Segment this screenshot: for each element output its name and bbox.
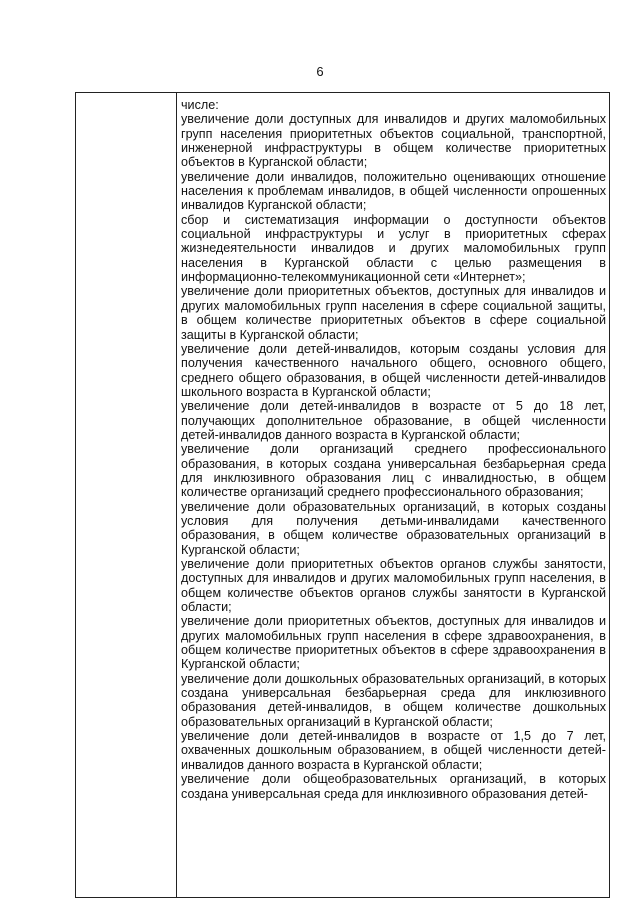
table-paragraph: числе: (181, 98, 219, 112)
table-paragraph: увеличение доли доступных для инвалидов и других маломобильных групп населения приоритетных объектов социальной, транспортной, инженерной инфраструктуры в общем количестве приоритетных объектов в Курганской области; (181, 112, 606, 170)
document-table (75, 92, 610, 898)
table-paragraph: увеличение доли инвалидов, положительно оценивающих отношение населения к проблемам инвалидов, в общей численности опрошенных инвалидов Курганской области; (181, 169, 606, 213)
table-paragraph: увеличение доли организаций среднего профессионального образования, в которых создана универсальная безбарьерная среда для инклюзивного образования лиц с инвалидностью, в общем количестве организаций среднего профессионального образования; (181, 442, 606, 500)
table-paragraph: увеличение доли общеобразовательных организаций, в которых создана универсальная среда для инклюзивного образования детей- (181, 772, 606, 801)
table-paragraph: увеличение доли детей-инвалидов в возрасте от 1,5 до 7 лет, охваченных дошкольным образованием, в общей численности детей-инвалидов данного возраста в Курганской области; (181, 729, 606, 772)
table-paragraph: увеличение доли детей-инвалидов в возрасте от 5 до 18 лет, получающих дополнительное образование, в общей численности детей-инвалидов данного возраста в Курганской области; (181, 399, 606, 442)
table-paragraph: увеличение доли приоритетных объектов органов службы занятости, доступных для инвалидов и других маломобильных групп населения, в общем количестве объектов органов службы занятости в Курганской области; (181, 557, 606, 615)
table-paragraph: увеличение доли образовательных организаций, в которых созданы условия для получения детьми-инвалидами качественного образования, в общем количестве образовательных организаций в Курганской области; (181, 499, 606, 557)
table-left-cell (76, 93, 177, 897)
page-number: 6 (316, 64, 324, 79)
table-right-cell (177, 93, 609, 897)
table-paragraph: увеличение доли приоритетных объектов, доступных для инвалидов и других маломобильных групп населения в сфере социальной защиты, в общем количестве приоритетных объектов в сфере социальной защиты в Курганской области; (181, 284, 606, 342)
table-paragraph: увеличение доли детей-инвалидов, которым созданы условия для получения качественного начального общего, основного общего, среднего общего образования, в общей численности детей-инвалидов школьного возраста в Курганской области; (181, 341, 606, 399)
table-paragraph: сбор и систематизация информации о доступности объектов социальной инфраструктуры и услуг в приоритетных сферах жизнедеятельности инвалидов и других маломобильных групп населения в Курганской области с целью размещения в информационно-телекоммуникационной сети «Интернет»; (181, 212, 606, 285)
table-paragraph: увеличение доли дошкольных образовательных организаций, в которых создана универсальная безбарьерная среда для инклюзивного образования детей-инвалидов, в общем количестве дошкольных образовательных организаций в Курганской области; (181, 671, 606, 729)
table-paragraph: увеличение доли приоритетных объектов, доступных для инвалидов и других маломобильных групп населения в сфере здравоохранения, в общем количестве приоритетных объектов в сфере здравоохранения в Курганской области; (181, 614, 606, 672)
